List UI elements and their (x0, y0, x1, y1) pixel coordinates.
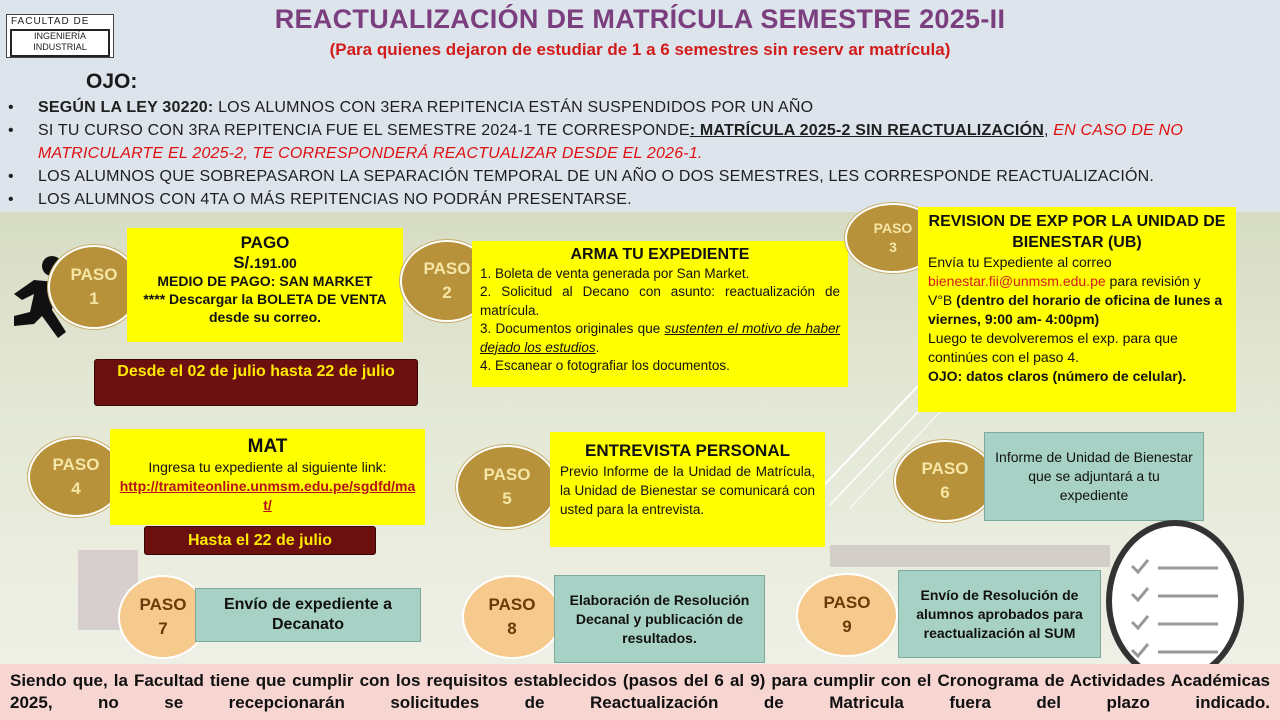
step-2-title: ARMA TU EXPEDIENTE (570, 246, 750, 263)
step-label: PASO (921, 459, 969, 478)
note-bold: SEGÚN LA LEY 30220: (38, 99, 214, 116)
bullet-icon: • (8, 168, 14, 185)
step-5-box (550, 432, 825, 547)
page-title: REACTUALIZACIÓN DE MATRÍCULA SEMESTRE 2025-II (274, 4, 1006, 34)
bullet-icon: • (8, 191, 14, 208)
bullet-icon: • (8, 99, 14, 116)
step-9-circle (796, 573, 898, 657)
step-3-box (918, 207, 1236, 412)
step-7-box (195, 588, 421, 642)
step-9-box (898, 570, 1101, 658)
step-4-title: MAT (247, 436, 288, 457)
note-text: LOS ALUMNOS CON 4TA O MÁS REPITENCIAS NO PODRÁN PRESENTARSE. (38, 191, 632, 208)
step-2-box (472, 241, 848, 387)
step-8-circle (462, 575, 562, 659)
logo-line1: FACULTAD DE (11, 16, 90, 27)
step-number: 5 (502, 489, 512, 508)
step-number: 8 (507, 619, 517, 638)
step-5-circle (456, 445, 558, 529)
note-text: SI TU CURSO CON 3RA REPITENCIA FUE EL SEMESTRE 2024-1 TE CORRESPONDE (38, 122, 690, 139)
note-item (8, 165, 1273, 188)
step-2-item: 2. Solicitud al Decano con asunto: reactualización de matrícula. (480, 284, 840, 318)
step-6-text: Informe de Unidad de Bienestar que se adjuntará a tu expediente (995, 449, 1193, 503)
step-7-text: Envío de expediente a Decanato (223, 596, 393, 633)
step-number: 3 (889, 239, 897, 255)
note-warning: EN CASO DE NO MATRICULARTE EL 2025-2, TE CORRESPONDERÁ REACTUALIZAR DESDE EL 2026-1. (38, 122, 1183, 162)
step-number: 6 (940, 483, 950, 502)
step-label: PASO (483, 465, 531, 484)
step-1-payment-method: MEDIO DE PAGO: SAN MARKET (157, 273, 373, 289)
step-label: PASO (70, 265, 118, 284)
note-item (8, 96, 1273, 119)
checklist-icon (1106, 520, 1244, 682)
step-3-title: REVISION DE EXP POR LA UNIDAD DE BIENESTAR (UB) (928, 213, 1226, 251)
step-8-text: Elaboración de Resolución Decanal y publicación de resultados. (569, 591, 750, 646)
step-2-item (480, 320, 840, 357)
step-9-text: Envío de Resolución de alumnos aprobados para reactualización al SUM (916, 586, 1083, 641)
step-label: PASO (423, 259, 471, 278)
logo-line2: INGENIERÍA INDUSTRIAL (10, 29, 110, 57)
step-4-box (110, 429, 425, 525)
step-1-box (127, 228, 403, 342)
note-text: LOS ALUMNOS QUE SOBREPASARON LA SEPARACIÓN TEMPORAL DE UN AÑO O DOS SEMESTRES, LES CORRESPONDE REACTUALIZACIÓN. (38, 168, 1155, 185)
step-4-date-badge: Hasta el 22 de julio (144, 526, 376, 555)
step-5-text: Previo Informe de la Unidad de Matrícula, la Unidad de Bienestar se comunicará con usted para la entrevista. (560, 464, 815, 517)
step-3-text: para revisión y V°B (928, 273, 1201, 308)
note-item (8, 119, 1273, 165)
step-3-note: OJO: datos claros (número de celular). (928, 368, 1187, 384)
step-2-item-emphasis: sustenten el motivo de haber dejado los estudios (480, 321, 840, 355)
note-underlined: : MATRÍCULA 2025-2 SIN REACTUALIZACIÓN (689, 122, 1044, 139)
step-4-text: Ingresa tu expediente al siguiente link: (148, 459, 387, 475)
step-label: PASO (139, 595, 187, 614)
step-number: 7 (158, 619, 168, 638)
step-number: 4 (71, 479, 81, 498)
step-3-text: Luego te devolveremos el exp. para que continúes con el paso 4. (928, 330, 1178, 365)
step-label: PASO (488, 595, 536, 614)
step-8-box (554, 575, 765, 663)
step-6-box (984, 432, 1204, 521)
step-number: 2 (442, 283, 452, 302)
step-4-link[interactable]: http://tramiteonline.unmsm.edu.pe/sgdfd/mat/ (119, 478, 416, 513)
step-1-currency: S/. (233, 253, 254, 272)
step-3-schedule: (dentro del horario de oficina de lunes a viernes, 9:00 am- 4:00pm) (928, 292, 1223, 327)
arrow-decoration (830, 545, 1110, 567)
step-number: 9 (842, 617, 852, 636)
ojo-heading: OJO: (86, 70, 138, 93)
step-2-item-text: . (595, 339, 600, 355)
step-3-email-link[interactable]: bienestar.fii@unmsm.edu.pe (928, 273, 1106, 289)
notes-list (8, 96, 1273, 211)
note-text: , (1043, 122, 1054, 139)
note-text: LOS ALUMNOS CON 3ERA REPITENCIA ESTÁN SUSPENDIDOS POR UN AÑO (213, 99, 814, 116)
step-5-title: ENTREVISTA PERSONAL (585, 441, 790, 460)
step-1-title: PAGO (240, 233, 290, 252)
step-number: 1 (89, 289, 99, 308)
step-label: PASO (52, 455, 100, 474)
step-2-item: 1. Boleta de venta generada por San Market. (480, 265, 750, 281)
footer-notice: Siendo que, la Facultad tiene que cumplir con los requisitos establecidos (pasos del 6 al 9) para cumplir con el Cronograma de Actividades Académicas 2025, no se recepcionarán solicitudes de Reactualización de Matricula fuera del plazo indicado. (10, 671, 1270, 712)
step-6-circle (894, 440, 996, 522)
step-2-item: 4. Escanear o fotografiar los documentos. (480, 358, 730, 373)
step-1-amount: 191.00 (253, 255, 297, 271)
step-label: PASO (873, 220, 913, 236)
page-subtitle: (Para quienes dejaron de estudiar de 1 a 6 semestres sin reserv ar matrícula) (329, 40, 951, 59)
step-2-item-text: 3. Documentos originales que (480, 321, 665, 336)
step-1-instruction: **** Descargar la BOLETA DE VENTA desde su correo. (143, 291, 387, 325)
step-label: PASO (823, 593, 871, 612)
bullet-icon: • (8, 122, 14, 139)
step-1-date-badge: Desde el 02 de julio hasta 22 de julio (94, 359, 418, 406)
step-3-text: Envía tu Expediente al correo (928, 254, 1112, 270)
